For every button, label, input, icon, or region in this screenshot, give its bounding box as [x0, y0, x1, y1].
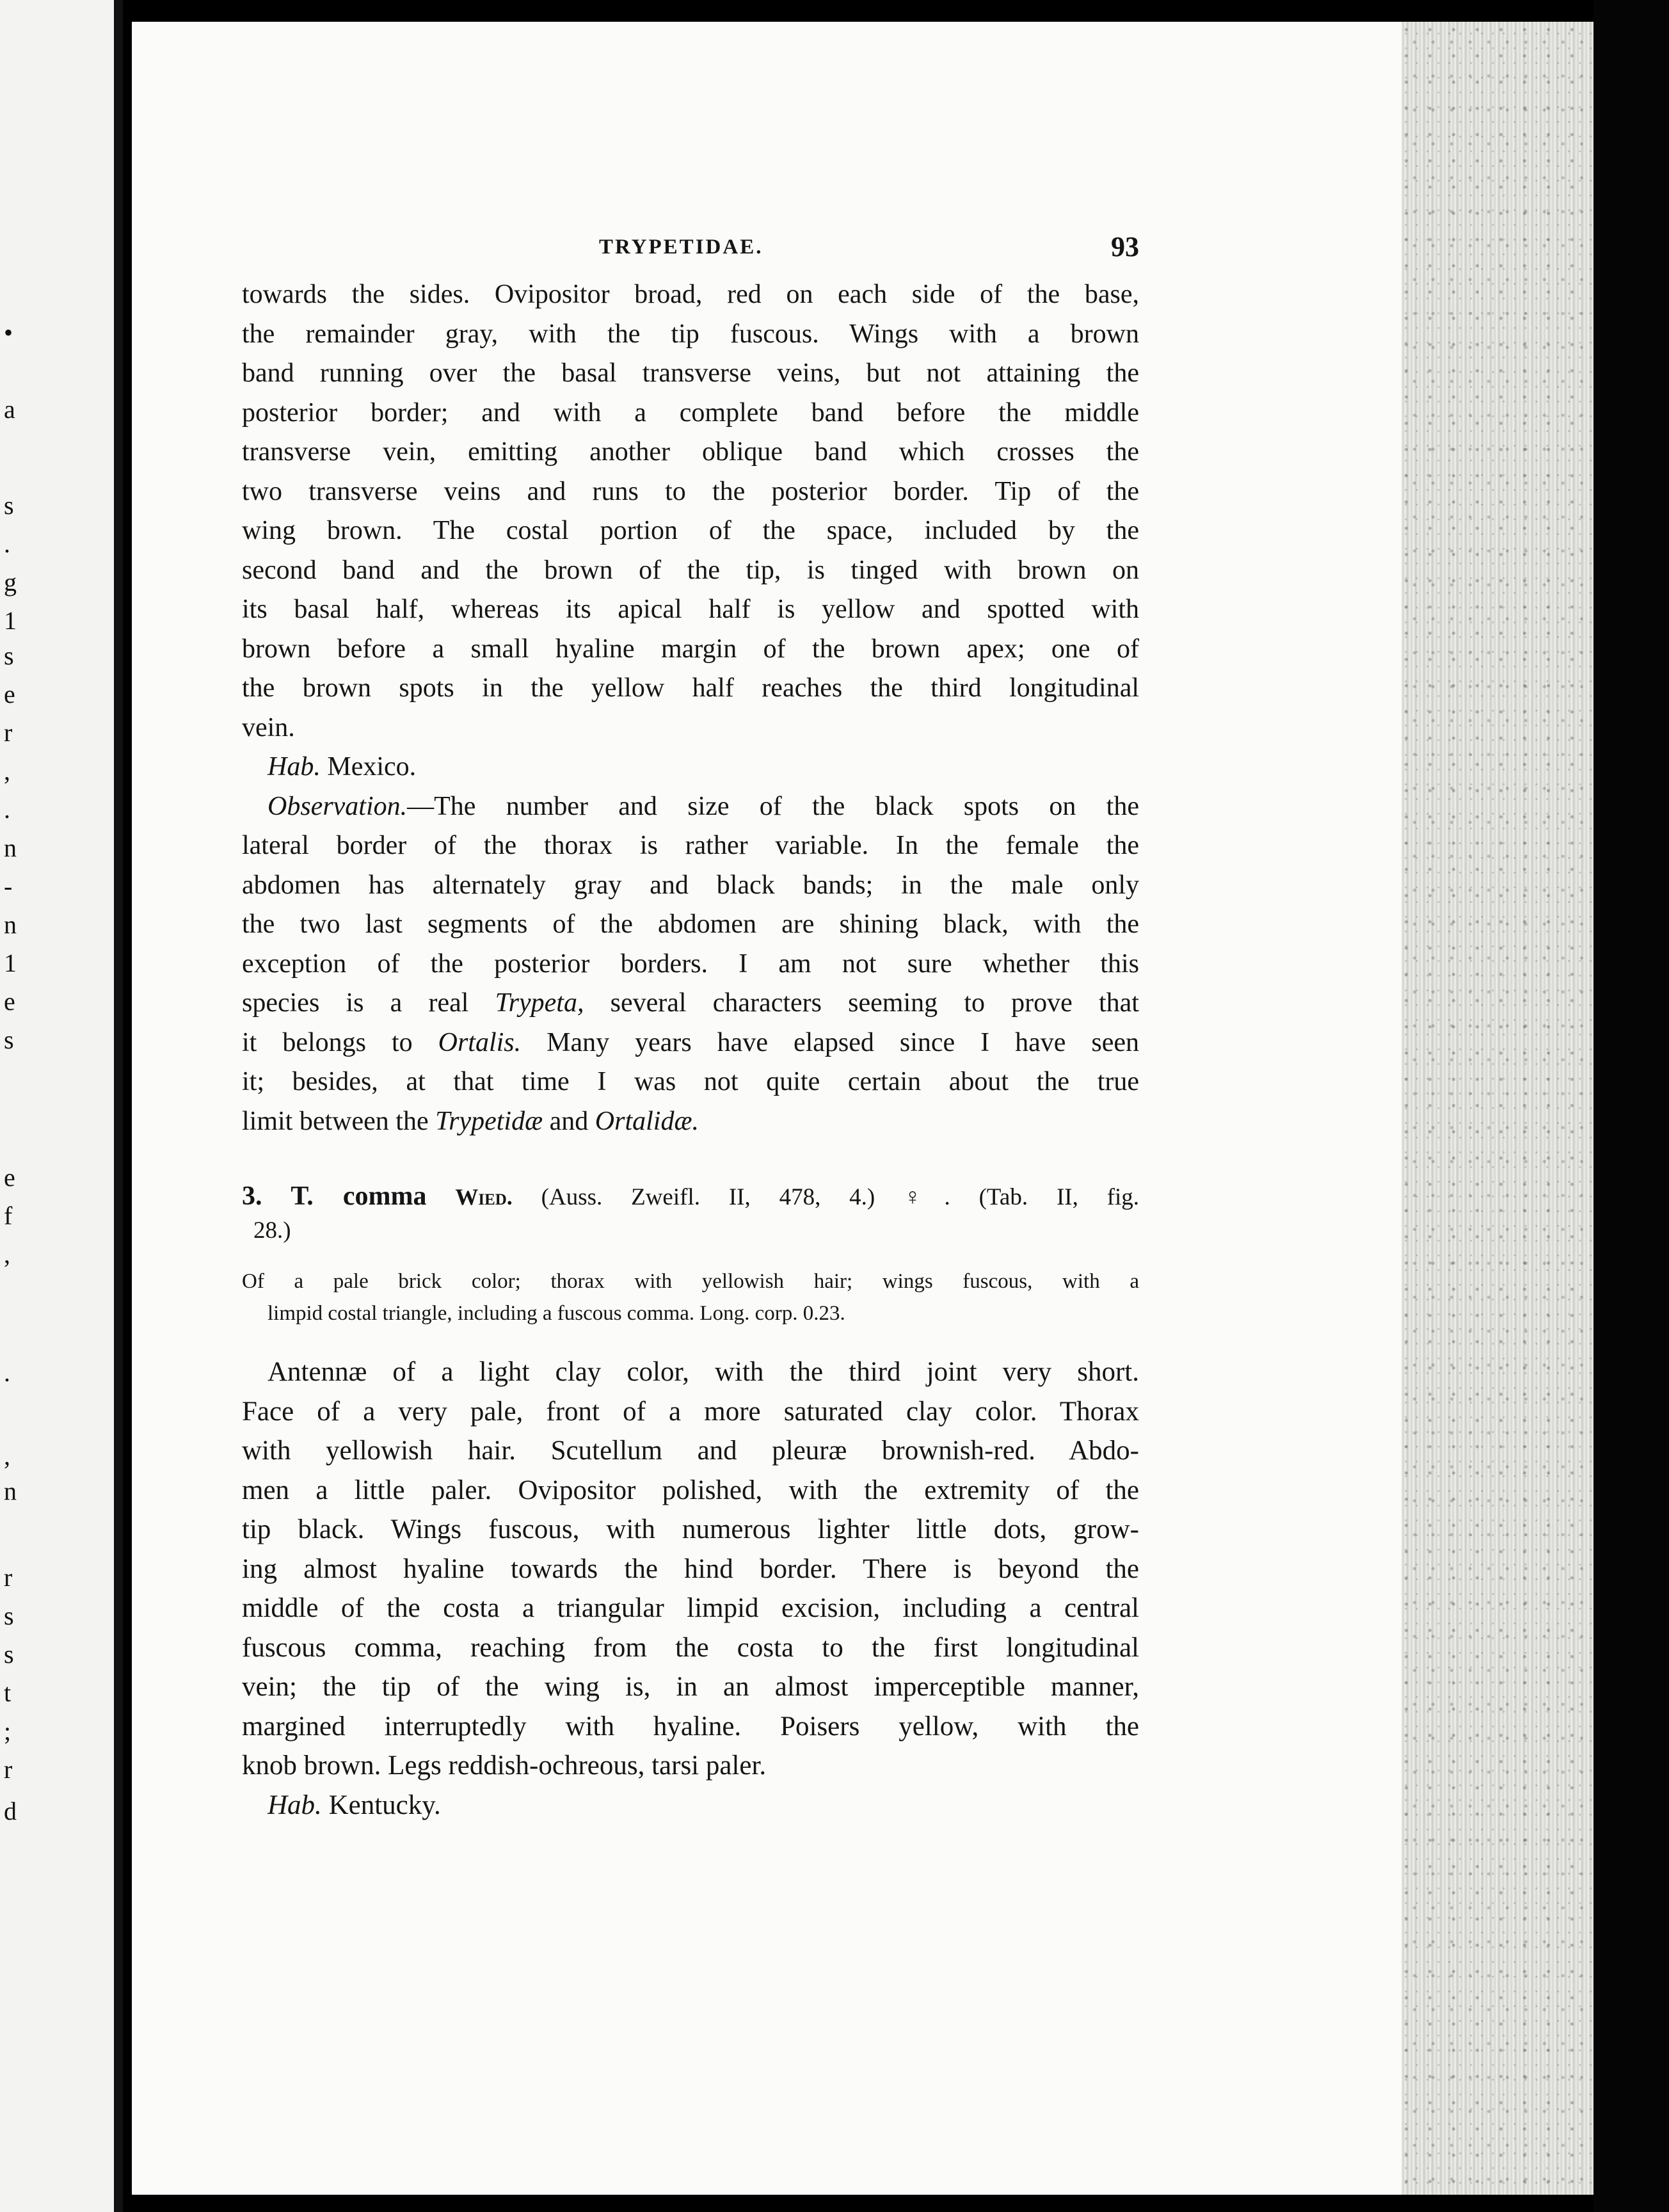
text-line: limpid costal triangle, including a fuscous comma. Long. corp. 0.23.	[268, 1302, 845, 1325]
facing-page-letter: d	[4, 1797, 17, 1825]
text-line: margined interruptedly with hyaline. Poisers yellow, with the	[242, 1711, 1139, 1742]
text-line: its basal half, whereas its apical half is yellow and spotted with	[242, 595, 1139, 624]
text-line: Antennæ of a light clay color, with the third joint very short.	[268, 1357, 1139, 1387]
text-line: vein; the tip of the wing is, in an almost imperceptible manner,	[242, 1672, 1139, 1702]
text-line: fuscous comma, reaching from the costa to the first longitudinal	[242, 1632, 1139, 1663]
facing-page-letter: s	[4, 641, 14, 670]
facing-page-letter: •	[4, 318, 13, 347]
page-edge-stack	[1401, 22, 1593, 2195]
text-line: the brown spots in the yellow half reaches the third longitudinal	[242, 673, 1139, 703]
facing-page-letter: ,	[4, 1240, 10, 1269]
running-title: TRYPETIDAE.	[599, 236, 763, 259]
species-diagnosis	[242, 1265, 1139, 1329]
scan-border-top	[0, 0, 1669, 22]
hab-label: Hab.	[268, 1790, 322, 1820]
facing-page-letter: r	[4, 1563, 13, 1592]
text-line: posterior border; and with a complete band before the middle	[242, 397, 1139, 428]
text-line: lateral border of the thorax is rather variable. In the female the	[242, 831, 1139, 860]
facing-page-letter: s	[4, 1640, 14, 1669]
habitat-kentucky	[242, 1786, 1139, 1825]
female-symbol: ♀.	[904, 1184, 950, 1210]
text-line	[242, 1102, 1139, 1142]
text-line: men a little paler. Ovipositor polished, with the extremity of the	[242, 1475, 1139, 1505]
facing-page-letter: e	[4, 1163, 15, 1192]
scan-border-right	[1593, 0, 1669, 2212]
facing-page-letter: e	[4, 680, 15, 709]
facing-page-letter: t	[4, 1678, 12, 1707]
text-line	[242, 1023, 1139, 1063]
text-span: it belongs to	[242, 1027, 438, 1057]
text-line: brown before a small hyaline margin of the brown apex; one of	[242, 634, 1139, 664]
plate-reference: (Tab. II, fig.	[978, 1184, 1140, 1210]
text-line: band running over the basal transverse veins, but not attaining the	[242, 358, 1139, 388]
text-span: several characters seeming to prove that	[584, 988, 1139, 1018]
taxon-italic: Ortalidæ.	[595, 1106, 699, 1136]
text-span: species is a real	[242, 988, 495, 1018]
species-name: T. comma	[291, 1182, 427, 1211]
text-line: it; besides, at that time I was not quite certain about the true	[242, 1067, 1139, 1096]
hab-label: Hab.	[268, 752, 321, 781]
text-line	[242, 1180, 1139, 1214]
text-line: abdomen has alternately gray and black bands; in the male only	[242, 870, 1139, 900]
facing-page-letter: .	[4, 1358, 10, 1387]
facing-page-letter: ;	[4, 1717, 12, 1745]
facing-page-letter: 1	[4, 949, 17, 977]
text-span: Many years have elapsed since I have seen	[521, 1027, 1139, 1057]
facing-page-letter: -	[4, 872, 13, 901]
species-author: Wied.	[455, 1184, 513, 1210]
page-content	[242, 230, 1139, 1825]
facing-page-letter: n	[4, 910, 17, 939]
text-line: vein.	[242, 712, 295, 742]
text-line: wing brown. The costal portion of the space, included by the	[242, 516, 1139, 545]
taxon-italic: Trypeta,	[495, 988, 584, 1018]
facing-page-edge	[0, 0, 123, 2212]
running-head	[242, 230, 1139, 275]
text-line: knob brown. Legs reddish-ochreous, tarsi paler.	[242, 1751, 767, 1781]
page-number: 93	[1111, 231, 1139, 262]
facing-page-letter: f	[4, 1201, 13, 1230]
facing-page-letter: .	[4, 795, 10, 824]
text-line: second band and the brown of the tip, is tinged with brown on	[242, 555, 1139, 585]
text-span: —The number and size of the black spots on the	[407, 791, 1139, 821]
text-line: transverse vein, emitting another oblique band which crosses the	[242, 437, 1139, 467]
text-line	[242, 787, 1139, 827]
text-line: with yellowish hair. Scutellum and pleuræ brownish-red. Abdo-	[242, 1436, 1139, 1466]
species-reference: (Auss. Zweifl. II, 478, 4.)	[541, 1184, 875, 1210]
text-line	[242, 984, 1139, 1023]
facing-page-letter: ,	[4, 757, 10, 785]
facing-page-letter: s	[4, 1025, 14, 1054]
text-line: Of a pale brick color; thorax with yellowish hair; wings fuscous, with a	[242, 1270, 1139, 1293]
text-line: ing almost hyaline towards the hind border. There is beyond the	[242, 1553, 1139, 1584]
text-span: and	[543, 1106, 595, 1136]
facing-page-letter: s	[4, 491, 14, 520]
text-line: middle of the costa a triangular limpid excision, including a central	[242, 1593, 1139, 1623]
text-line: Face of a very pale, front of a more saturated clay color. Thorax	[242, 1396, 1139, 1427]
facing-page-letter: ,	[4, 1441, 10, 1470]
species-number: 3.	[242, 1182, 262, 1211]
hab-text: Mexico.	[320, 752, 417, 781]
observation-label: Observation.	[268, 791, 408, 821]
habitat-mexico	[242, 748, 1139, 787]
facing-page-letter: 1	[4, 606, 17, 635]
facing-page-letter: r	[4, 718, 13, 747]
paragraph-description-continued	[242, 275, 1139, 748]
text-line: exception of the posterior borders. I am not sure whether this	[242, 949, 1139, 979]
text-line: the remainder gray, with the tip fuscous. Wings with a brown	[242, 319, 1139, 349]
facing-page-letter: s	[4, 1601, 14, 1630]
facing-page-letter: .	[4, 529, 10, 558]
text-line: the two last segments of the abdomen are shining black, with the	[242, 910, 1139, 939]
facing-page-letter: r	[4, 1755, 13, 1784]
taxon-italic: Trypetidæ	[435, 1106, 543, 1136]
facing-page-letter: n	[4, 1477, 17, 1505]
facing-page-letter: g	[4, 568, 17, 597]
facing-page-letter: e	[4, 987, 15, 1016]
species-heading	[242, 1180, 1139, 1247]
taxon-italic: Ortalis.	[438, 1027, 522, 1057]
species-description	[242, 1352, 1139, 1825]
text-line: towards the sides. Ovipositor broad, red on each side of the base,	[242, 280, 1139, 309]
facing-page-letter: a	[4, 395, 15, 424]
text-line: tip black. Wings fuscous, with numerous lighter little dots, grow-	[242, 1514, 1139, 1544]
observation-paragraph	[242, 787, 1139, 1142]
plate-reference-cont: 28.)	[253, 1217, 291, 1244]
text-span: limit between the	[242, 1106, 436, 1136]
text-line: two transverse veins and runs to the posterior border. Tip of the	[242, 476, 1139, 506]
facing-page-letter: n	[4, 833, 17, 862]
hab-text: Kentucky.	[321, 1790, 441, 1820]
